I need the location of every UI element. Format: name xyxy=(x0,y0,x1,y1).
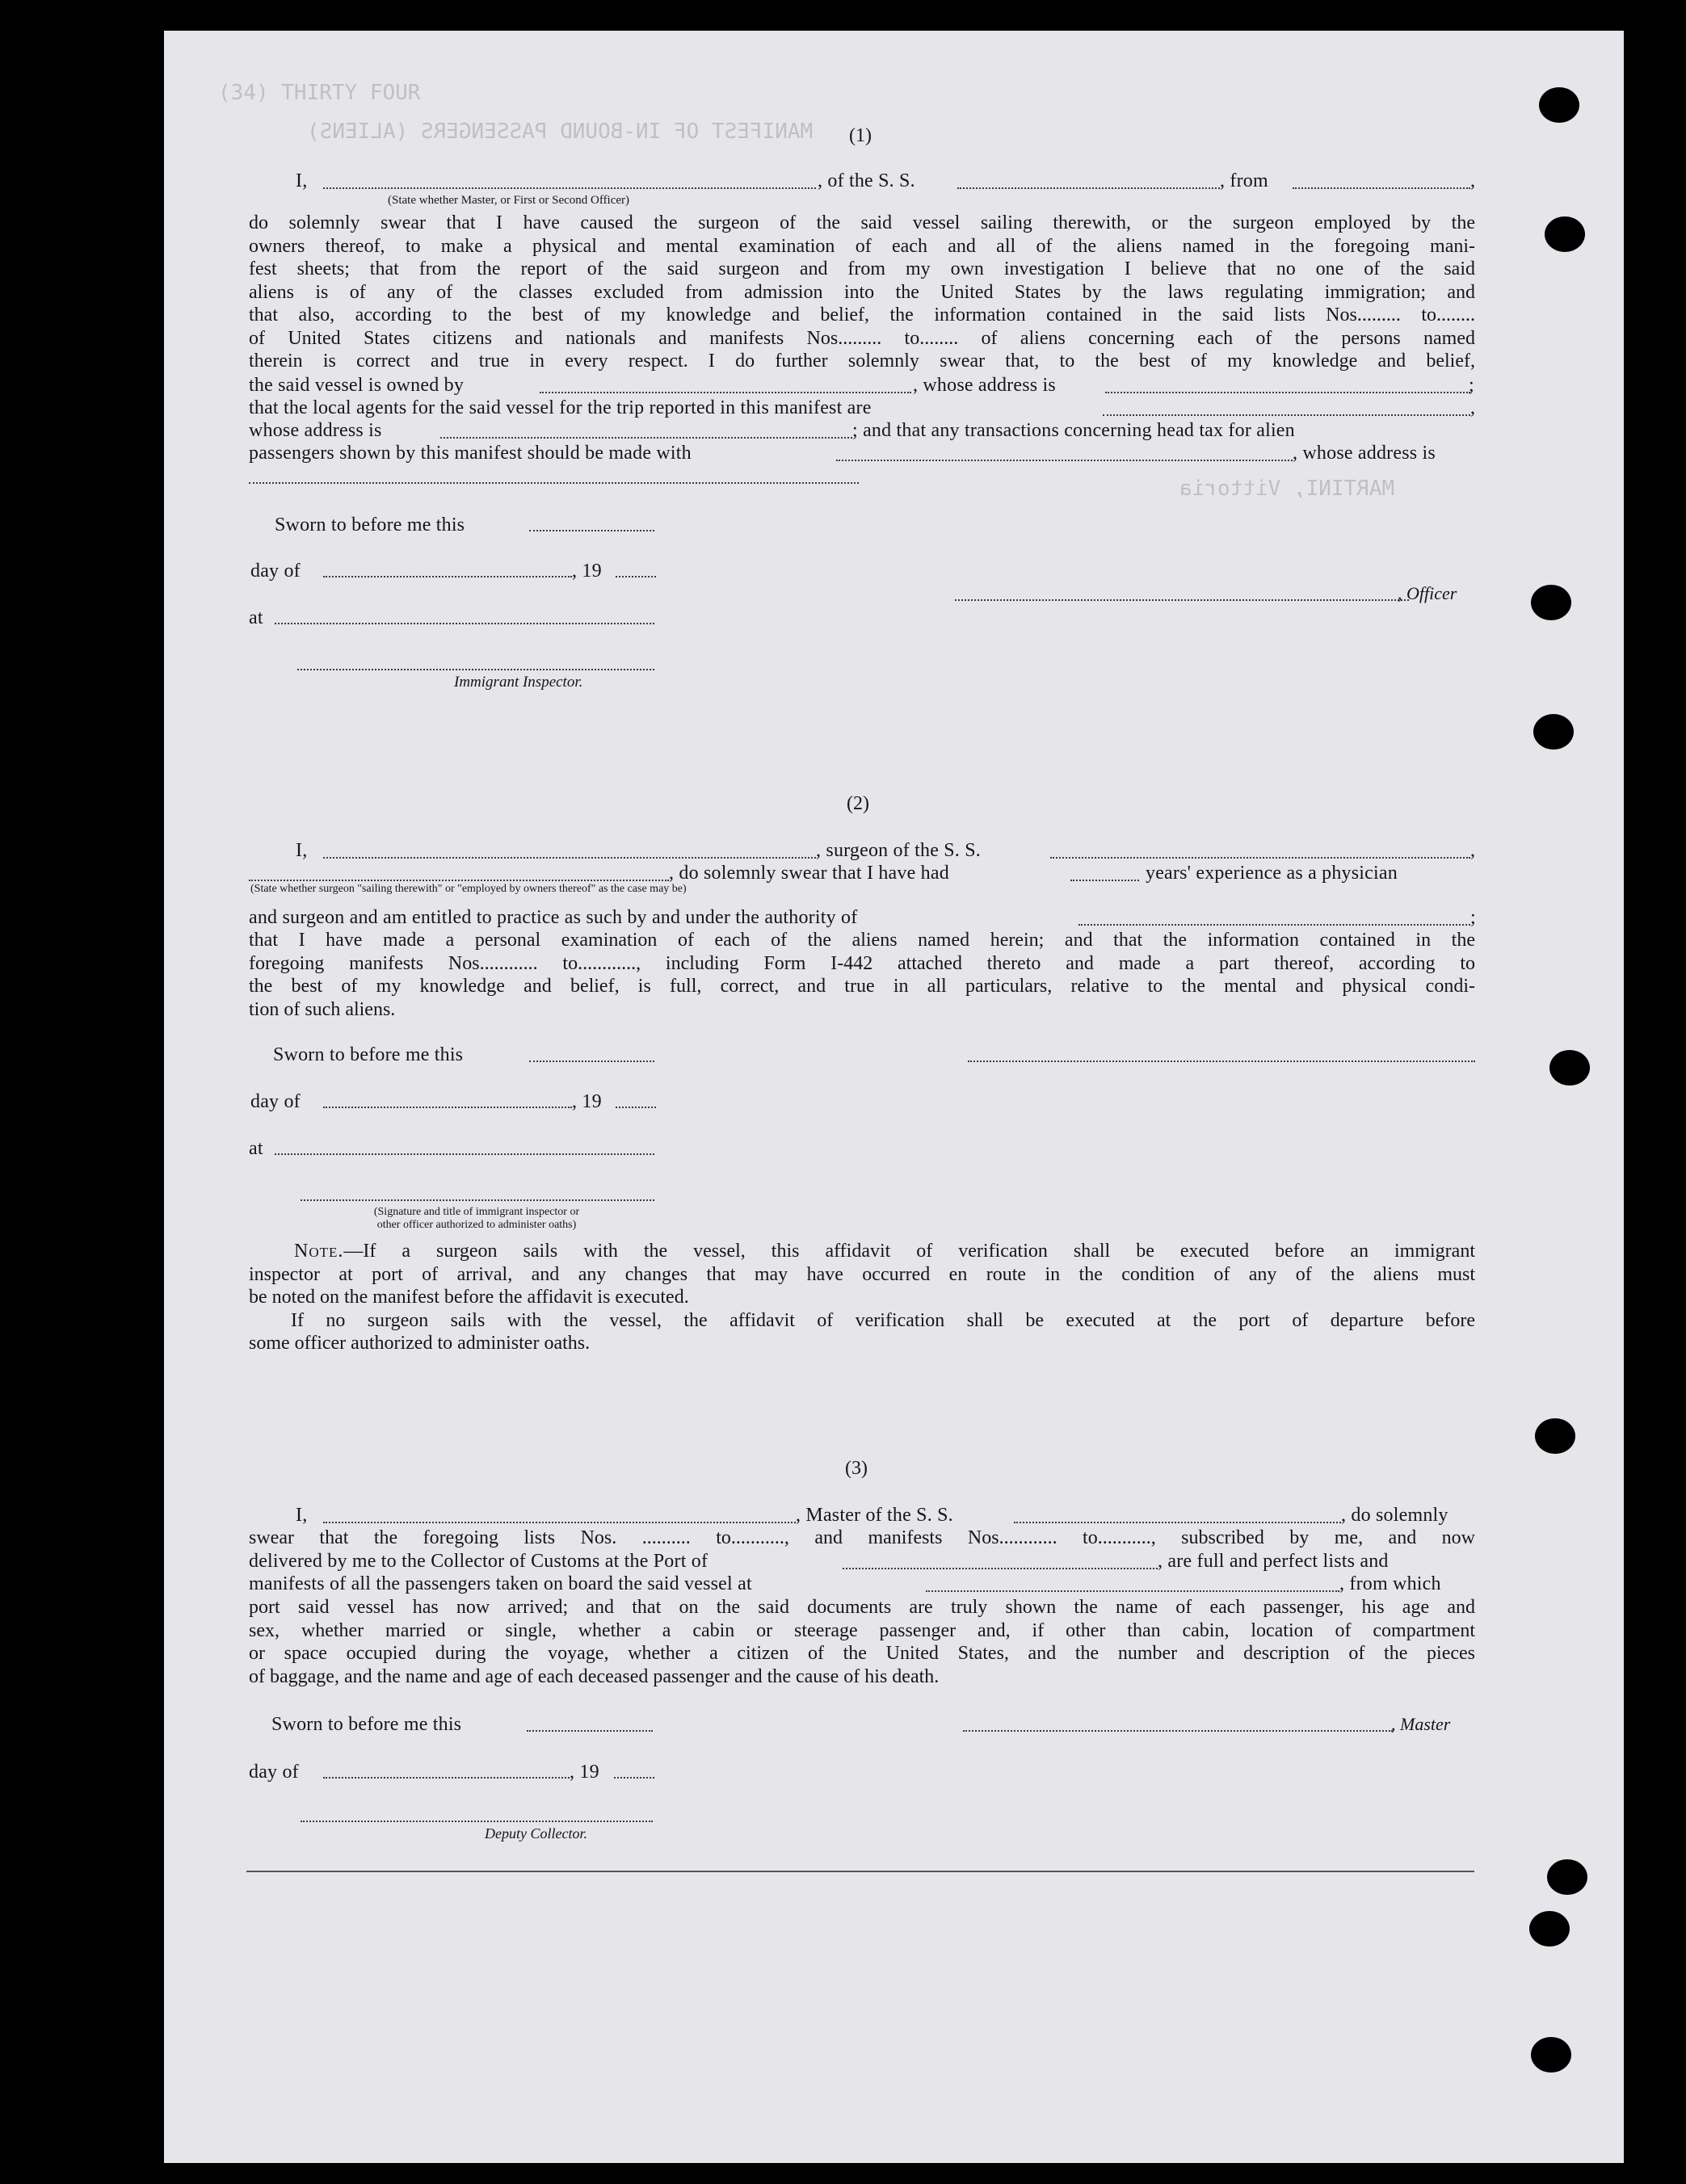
bleed-through-text: MANIFEST OF IN-BOUND PASSENGERS (ALIENS) xyxy=(307,120,814,144)
master-signature-line[interactable] xyxy=(963,1730,1393,1732)
day-of-label: day of xyxy=(249,1762,299,1783)
do-swear-text: , do solemnly swear that I have had xyxy=(669,863,949,884)
oath-line: do solemnly swear that I have caused the surgeon of the said vessel sailing therewith, or the surgeon employed by the xyxy=(249,212,1475,233)
year-line[interactable] xyxy=(614,1777,654,1779)
note-line: some officer authorized to administer oaths. xyxy=(249,1333,591,1354)
comma: , xyxy=(1470,397,1476,418)
deputy-signature-line[interactable] xyxy=(301,1821,653,1822)
collector-text: delivered by me to the Collector of Customs at the Port of xyxy=(249,1551,708,1572)
sworn-label: Sworn to before me this xyxy=(271,1714,462,1735)
surgeon-status-line[interactable] xyxy=(249,880,669,881)
officer-signature-line[interactable] xyxy=(955,599,1409,601)
surgeon-name-line[interactable] xyxy=(323,857,816,859)
owner-address-line[interactable] xyxy=(1105,392,1470,393)
manifests-text: manifests of all the passengers taken on board the said vessel at xyxy=(249,1573,752,1594)
vessel-name-line[interactable] xyxy=(957,187,1220,189)
from-port-line[interactable] xyxy=(1293,187,1470,189)
section-1-number: (1) xyxy=(849,125,872,146)
whose-address-label: , whose address is xyxy=(913,375,1056,396)
note-line: inspector at port of arrival, and any changes that may have occurred en route in the condition of any of the aliens must xyxy=(249,1263,1475,1285)
binder-hole xyxy=(1547,1859,1587,1895)
of-ss-label: , of the S. S. xyxy=(818,170,915,191)
master-name-line[interactable] xyxy=(323,187,816,189)
inspector-signature-line[interactable] xyxy=(301,1199,654,1201)
section-3-pronoun: I, xyxy=(296,1505,308,1526)
binder-hole xyxy=(1539,87,1579,123)
section-3-number: (3) xyxy=(845,1458,868,1479)
signature-caption xyxy=(311,1206,642,1232)
years-line[interactable] xyxy=(1070,880,1139,881)
note-line: be noted on the manifest before the affidavit is executed. xyxy=(249,1287,689,1308)
note-text xyxy=(249,1240,1475,1355)
semicolon: ; xyxy=(1469,375,1474,396)
oath-line: of United States citizens and nationals and manifests Nos......... to........ of aliens concerning each of the persons named xyxy=(249,327,1475,349)
sworn-label: Sworn to before me this xyxy=(273,1044,464,1065)
year-line[interactable] xyxy=(616,1107,656,1108)
deputy-caption: Deputy Collector. xyxy=(485,1825,587,1842)
bottom-rule xyxy=(246,1871,1474,1872)
sworn-date-line[interactable] xyxy=(529,1060,654,1062)
binder-hole xyxy=(1531,2037,1571,2073)
oath-line: swear that the foregoing lists Nos. .......... to..........., and manifests Nos............ to..........., subscribed by me, and now xyxy=(249,1527,1475,1548)
years-text: years' experience as a physician xyxy=(1146,863,1398,884)
month-line[interactable] xyxy=(323,1107,572,1108)
note-line xyxy=(249,1240,1475,1263)
section-2-number: (2) xyxy=(847,793,869,814)
oath-line: fest sheets; that from the report of the said surgeon and from my own investigation I believe that no one of the said xyxy=(249,258,1475,279)
head-tax-text: ; and that any transactions concerning head tax for alien xyxy=(852,420,1295,441)
local-agents-line[interactable] xyxy=(1103,414,1470,416)
note-text-start: —If a surgeon sails with the vessel, this affidavit of verification shall be executed before an immigrant xyxy=(343,1241,1475,1262)
master-name-line[interactable] xyxy=(323,1522,796,1523)
master-vessel-line[interactable] xyxy=(1014,1522,1341,1523)
place-line[interactable] xyxy=(275,1153,654,1155)
surgeon-status-caption: (State whether surgeon "sailing therewith" or "employed by owners thereof" as the case may be) xyxy=(250,883,687,895)
sworn-label: Sworn to before me this xyxy=(275,514,465,536)
note-line: If no surgeon sails with the vessel, the affidavit of verification shall be executed at the port of departure before xyxy=(291,1309,1475,1331)
day-of-label: day of xyxy=(250,561,301,582)
binder-hole xyxy=(1533,714,1574,750)
year-label: , 19 xyxy=(570,1762,599,1783)
section-2-oath-text xyxy=(249,929,1475,1021)
agents-address-line[interactable] xyxy=(440,437,852,439)
sworn-date-line[interactable] xyxy=(527,1730,653,1732)
at-label: at xyxy=(249,607,263,628)
place-line[interactable] xyxy=(275,623,654,624)
owned-by-label: the said vessel is owned by xyxy=(249,375,465,396)
month-line[interactable] xyxy=(323,576,572,578)
do-solemnly-text: , do solemnly xyxy=(1341,1505,1448,1526)
surgeon-signature-line[interactable] xyxy=(968,1060,1475,1062)
comma: , xyxy=(1470,170,1476,191)
bleed-through-text: (34) THIRTY FOUR xyxy=(218,81,421,105)
owner-line[interactable] xyxy=(540,392,911,393)
officer-rank-caption: (State whether Master, or First or Second Officer) xyxy=(388,194,630,207)
full-perfect-text: , are full and perfect lists and xyxy=(1158,1551,1389,1572)
at-label: at xyxy=(249,1138,263,1159)
note-label: Note. xyxy=(294,1241,344,1262)
oath-line: aliens is of any of the classes excluded from admission into the United States by the laws regulating immigration; and xyxy=(249,281,1475,303)
inspector-caption: Immigrant Inspector. xyxy=(454,674,583,691)
signature-caption-line: other officer authorized to administer oaths) xyxy=(376,1219,577,1231)
oath-line: that also, according to the best of my knowledge and belief, the information contained in the said lists Nos......... to........ xyxy=(249,304,1475,326)
binder-hole xyxy=(1549,1050,1590,1086)
oath-line: sex, whether married or single, whether a cabin or steerage passenger and, if other than cabin, location of compartment xyxy=(249,1619,1475,1641)
oath-line: port said vessel has now arrived; and that on the said documents are truly shown the name of each passenger, his age and xyxy=(249,1597,1475,1618)
authority-line[interactable] xyxy=(1078,924,1470,926)
year-label: , 19 xyxy=(572,1091,602,1112)
whose-address-label: , whose address is xyxy=(1293,443,1436,464)
oath-line: the best of my knowledge and belief, is full, correct, and true in all particulars, relative to the mental and physical condi- xyxy=(249,976,1475,997)
oath-line: tion of such aliens. xyxy=(249,998,396,1020)
sworn-date-line[interactable] xyxy=(529,530,654,531)
oath-line: or space occupied during the voyage, whether a citizen of the United States, and the number and description of the pieces xyxy=(249,1643,1475,1664)
port-line[interactable] xyxy=(843,1568,1158,1569)
local-agents-label: that the local agents for the said vessel for the trip reported in this manifest are xyxy=(249,397,872,418)
from-which-text: , from which xyxy=(1339,1573,1441,1594)
section-1-oath-text xyxy=(249,212,1475,373)
oath-line: therein is correct and true in every respect. I do further solemnly swear that, to the best of my knowledge and belief, xyxy=(249,351,1475,372)
head-tax-address-line[interactable] xyxy=(249,482,859,484)
oath-line: of baggage, and the name and age of each deceased passenger and the cause of his death. xyxy=(249,1665,940,1687)
month-line[interactable] xyxy=(323,1777,570,1779)
departure-port-line[interactable] xyxy=(926,1590,1339,1592)
binder-hole xyxy=(1531,585,1571,620)
whose-address-label: whose address is xyxy=(249,420,382,441)
signature-caption-line: (Signature and title of immigrant inspector or xyxy=(373,1206,580,1218)
surgeon-vessel-line[interactable] xyxy=(1050,857,1470,859)
from-label: , from xyxy=(1220,170,1268,191)
binder-hole xyxy=(1529,1911,1570,1947)
day-of-label: day of xyxy=(250,1091,301,1112)
binder-hole xyxy=(1545,216,1585,252)
semicolon: ; xyxy=(1470,907,1476,928)
surgeon-of-label: , surgeon of the S. S. xyxy=(816,840,981,861)
bleed-through-text: MARTINI, Vittoria xyxy=(1179,477,1395,501)
oath-line: that I have made a personal examination of each of the aliens named herein; and that the information contained in the xyxy=(249,930,1475,951)
oath-line: owners thereof, to make a physical and mental examination of each and all of the aliens named in the foregoing mani- xyxy=(249,235,1475,257)
section-3-oath-text xyxy=(249,1596,1475,1688)
passengers-text: passengers shown by this manifest should be made with xyxy=(249,443,692,464)
year-line[interactable] xyxy=(616,576,656,578)
section-3-line-1 xyxy=(249,1527,1475,1550)
binder-hole xyxy=(1535,1418,1575,1454)
section-1-pronoun: I, xyxy=(296,170,308,191)
inspector-signature-line[interactable] xyxy=(297,669,654,670)
officer-caption: , Officer xyxy=(1398,583,1457,603)
year-label: , 19 xyxy=(572,561,602,582)
section-2-pronoun: I, xyxy=(296,840,308,861)
head-tax-contact-line[interactable] xyxy=(836,460,1293,461)
entitled-text: and surgeon and am entitled to practice as such by and under the authority of xyxy=(249,907,858,928)
oath-line: foregoing manifests Nos............ to............, including Form I-442 attached thereto and made a part thereof, according to xyxy=(249,952,1475,974)
master-caption: , Master xyxy=(1391,1714,1451,1734)
master-of-label: , Master of the S. S. xyxy=(796,1505,953,1526)
comma: , xyxy=(1470,840,1476,861)
